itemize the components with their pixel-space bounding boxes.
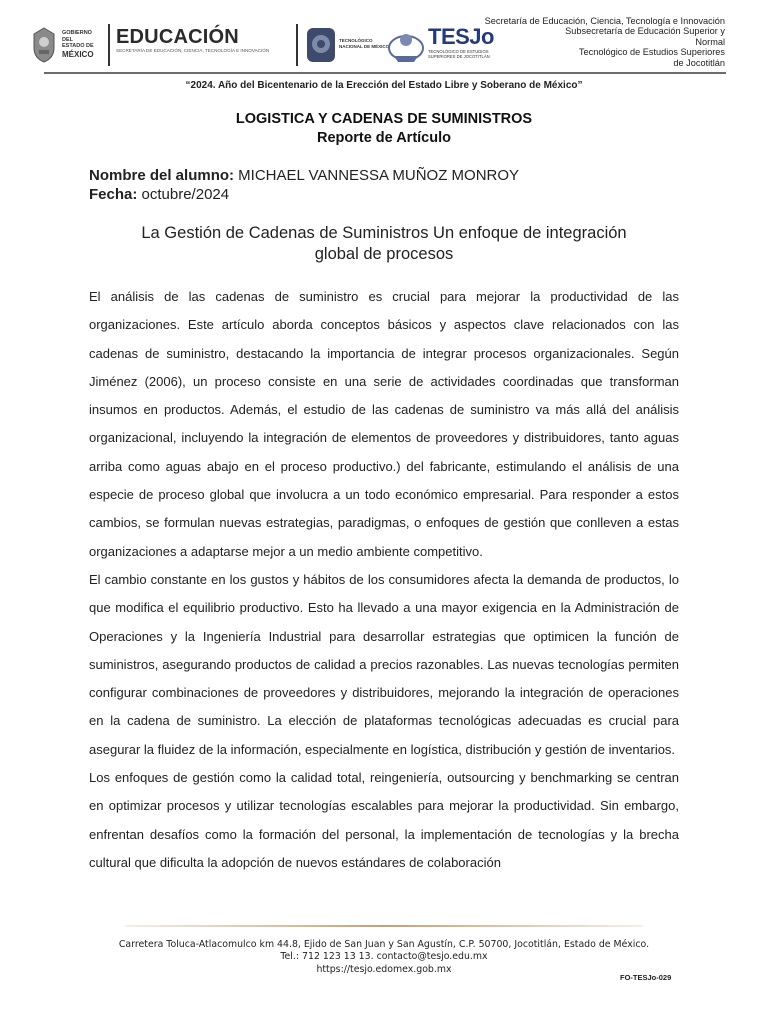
date-value: octubre/2024 [137,186,230,203]
body-paragraph: Los enfoques de gestión como la calidad total, reingeniería, outsourcing y benchmarking se centran en optimizar procesos y utilizar tecnologías escalables para mejorar la productividad. Sin embargo, enfrentan desafíos como la formación del personal, la implementación de tecnologías y la brecha cultural que dificulta la adopción de nuevos estándares de colaboración [89,770,679,870]
document-title [0,110,768,148]
body-paragraph: El análisis de las cadenas de suministro es crucial para mejorar la productividad de las organizaciones. Este artículo aborda conceptos básicos y aspectos clave relacionados con las cadenas de suministro, destacando la importancia de integrar procesos organizacionales. Según Jiménez (2006), un proceso consiste en una serie de actividades coordinadas que transforman insumos en productos. Además, el estudio de las cadenas de suministro va más allá del análisis organizacional, incluyendo la integración de elementos de proveedores y distribuidores, tanto aguas arriba como aguas abajo en el proceso productivo.) del fabricante, estimulando el análisis de una especie de proceso global que involucra a un todo económico empresarial. Para responder a estos cambios, se formulan nuevas estrategias, paradigmas, o enfoques de gestión que conlleven a estas organizaciones a adaptarse mejor a un medio ambiente competitivo. [89,289,679,559]
gob-line-3: MÉXICO [62,49,94,59]
coat-of-arms-icon [30,26,58,64]
date-label: Fecha: [89,186,138,203]
tesjo-sub-2: SUPERIORES DE JOCOTITLÁN [428,54,490,59]
header-right-line: Normal [695,36,725,47]
article-title [100,223,668,265]
logo-divider [108,24,110,66]
header-right-line: Secretaría de Educación, Ciencia, Tecnología e Innovación [484,16,725,26]
student-info [89,166,519,204]
footer-divider [125,925,643,927]
logo-divider [296,24,298,66]
education-subtitle: SECRETARÍA DE EDUCACIÓN, CIENCIA, TECNOLOGÍA E INNOVACIÓN [116,48,270,53]
header-divider [44,72,726,74]
footer [0,939,768,976]
tecnm-emblem-icon [304,26,338,66]
date-row [89,185,519,204]
header-right-line: Tecnológico de Estudios Superiores [578,47,725,58]
education-logo [116,26,269,54]
article-body [89,283,679,877]
header-institution-text [455,16,725,68]
report-type: Reporte de Artículo [316,130,451,146]
tesjo-emblem-icon [386,26,426,66]
student-name-label: Nombre del alumno: [89,167,235,184]
footer-contact: Tel.: 712 123 13 13. contacto@tesjo.edu.mx [280,951,488,963]
education-title: EDUCACIÓN [116,26,239,48]
gobierno-logo [30,22,104,68]
footer-website: https://tesjo.edomex.gob.mx [316,963,452,975]
student-name-row [89,166,519,185]
gob-line-1: GOBIERNO DEL [62,30,92,43]
year-motto: “2024. Año del Bicentenario de la Erección del Estado Libre y Soberano de México” [185,80,583,91]
form-code: FO-TESJo-029 [620,973,672,982]
course-title: LOGISTICA Y CADENAS DE SUMINISTROS [235,111,533,127]
body-paragraph: El cambio constante en los gustos y hábitos de los consumidores afecta la demanda de productos, lo que modifica el equilibrio productivo. Esto ha llevado a una mayor exigencia en la Administración de Operaciones y la Ingeniería Industrial para desarrollar estrategias que optimicen la función de suministros, asegurando productos de calidad a precios razonables. Las nuevas tecnologías permiten configurar combinaciones de proveedores y distribuidores, mejorando la integración de operaciones en la cadena de suministro. La elección de plataformas tecnológicas adecuadas es crucial para asegurar la fluidez de la información, especialmente en logística, distribución y gestión de inventarios. [89,571,679,757]
tecnm-line-1: TECNOLÓGICO [339,38,373,43]
tecnm-logo [302,24,392,68]
header-logos [30,20,510,70]
student-name-value: MICHAEL VANNESSA MUÑOZ MONROY [234,167,520,184]
article-title-line-1: La Gestión de Cadenas de Suministros Un enfoque de integración [141,224,627,242]
header-right-line: de Jocotitlán [673,57,725,68]
gob-line-2: ESTADO DE [62,43,94,49]
tesjo-name: TESJo [428,24,494,49]
header-right-line: Subsecretaría de Educación Superior y [565,26,725,37]
article-title-line-2: global de procesos [314,245,454,263]
footer-address: Carretera Toluca-Atlacomulco km 44.8, Ejido de San Juan y San Agustín, C.P. 50700, Jocotitlán, Estado de México. [118,939,650,950]
tecnm-line-2: NACIONAL DE MÉXICO [339,43,390,49]
tesjo-sub-1: TECNOLÓGICO DE ESTUDIOS [428,49,489,54]
